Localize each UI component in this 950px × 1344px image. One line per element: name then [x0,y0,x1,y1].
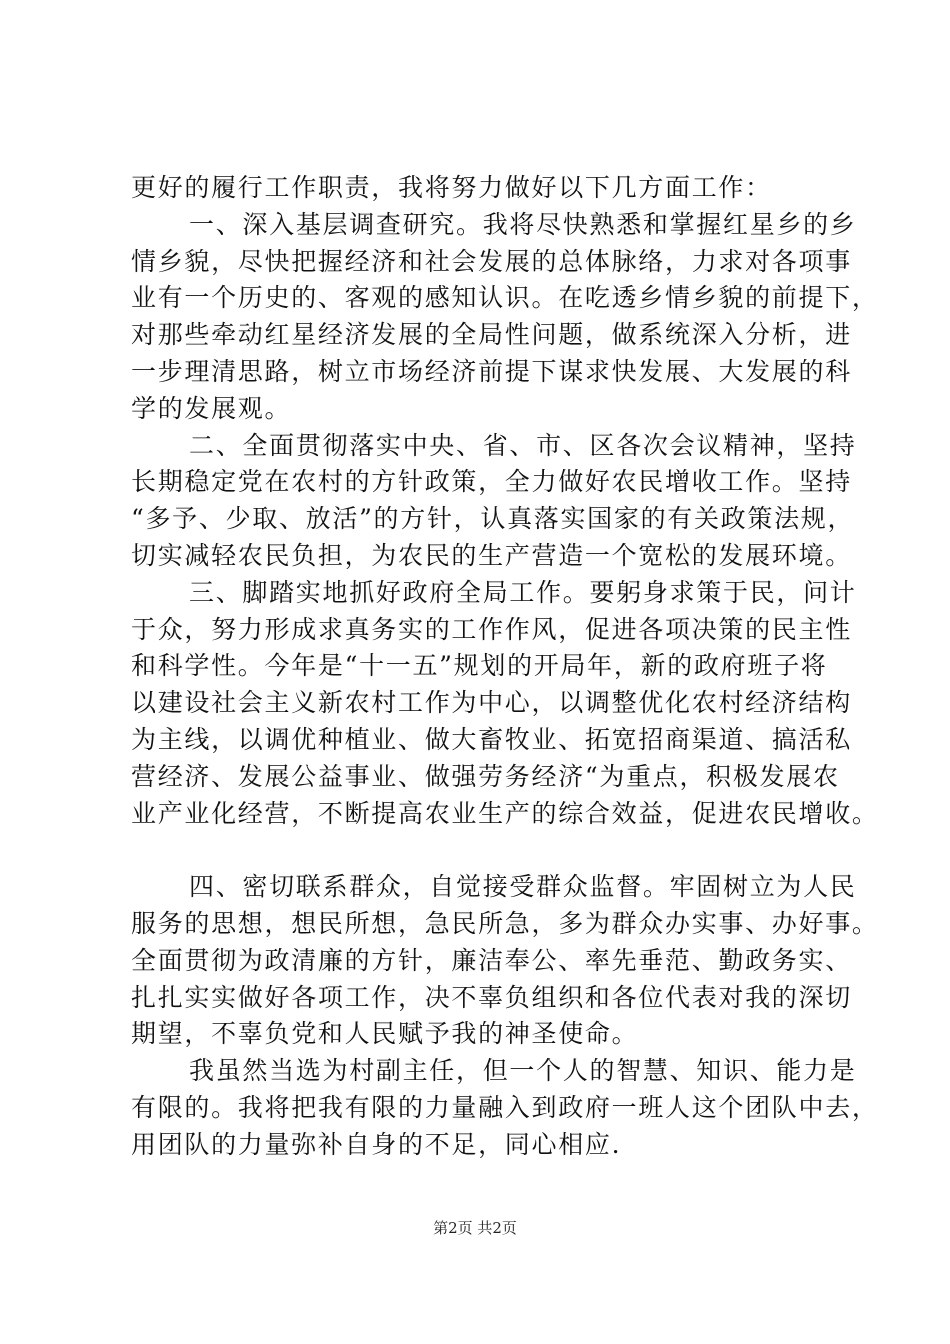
text-line: 服务的思想，想民所想，急民所急，多为群众办实事、办好事。 [131,908,879,938]
text-line: 扎扎实实做好各项工作，决不辜负组织和各位代表对我的深切 [131,982,852,1012]
text-line: “多予、少取、放活”的方针，认真落实国家的有关政策法规， [131,504,855,534]
text-line: 期望，不辜负党和人民赋予我的神圣使命。 [131,1019,639,1049]
paragraph-1-start: 一、深入基层调查研究。我将尽快熟悉和掌握红星乡的乡 [189,209,857,239]
document-body [131,170,879,1164]
text-line: 有限的。我将把我有限的力量融入到政府一班人这个团队中去， [131,1092,879,1122]
blank-line [131,832,831,869]
text-line: 全面贯彻为政清廉的方针，廉洁奉公、率先垂范、勤政务实、 [131,945,852,975]
text-line: 为主线，以调优种植业、做大畜牧业、拓宽招商渠道、搞活私 [131,724,852,754]
text-line: 情乡貌，尽快把握经济和社会发展的总体脉络，力求对各项事 [131,246,852,276]
text-line: 业有一个历史的、客观的感知认识。在吃透乡情乡貌的前提下， [131,283,879,313]
text-line: 营经济、发展公益事业、做强劳务经济“为重点，积极发展农 [131,761,840,791]
text-line: 和科学性。今年是“十一五”规划的开局年，新的政府班子将 [131,651,828,681]
text-line: 用团队的力量弥补自身的不足，同心相应. [131,1129,622,1159]
page-number-footer: 第2页 共2页 [433,1219,517,1237]
text-line: 学的发展观。 [131,393,292,423]
paragraph-5-start: 我虽然当选为村副主任，但一个人的智慧、知识、能力是 [189,1056,857,1086]
text-line: 对那些牵动红星经济发展的全局性问题，做系统深入分析，进 [131,320,852,350]
text-line: 业产业化经营，不断提高农业生产的综合效益，促进农民增收。 [131,798,879,828]
paragraph-3-start: 三、脚踏实地抓好政府全局工作。要躬身求策于民，问计 [189,577,857,607]
paragraph-2-start: 二、全面贯彻落实中央、省、市、区各次会议精神，坚持 [189,430,857,460]
text-line: 于众，努力形成求真务实的工作作风，促进各项决策的民主性 [131,614,852,644]
text-line: 长期稳定党在农村的方针政策，全力做好农民增收工作。坚持 [131,467,852,497]
text-line: 切实减轻农民负担，为农民的生产营造一个宽松的发展环境。 [131,540,852,570]
text-line: 一步理清思路，树立市场经济前提下谋求快发展、大发展的科 [131,356,852,386]
text-line: 更好的履行工作职责，我将努力做好以下几方面工作： [131,173,772,202]
paragraph-4-start: 四、密切联系群众，自觉接受群众监督。牢固树立为人民 [189,872,857,902]
text-line: 以建设社会主义新农村工作为中心，以调整优化农村经济结构 [131,688,852,718]
